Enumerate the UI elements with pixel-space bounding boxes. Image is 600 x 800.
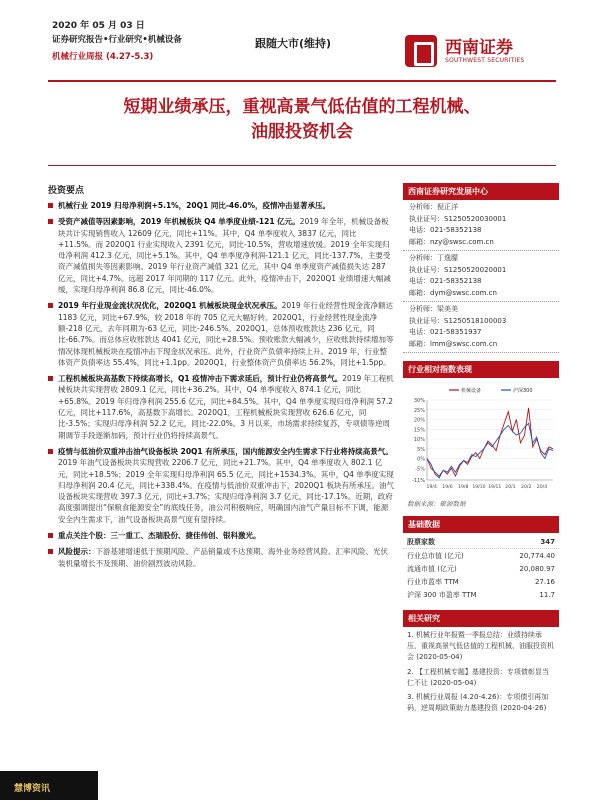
data-row xyxy=(403,589,559,602)
paragraph-lead: 2019 年行业现金流状况优化，2020Q1 机械板块现金状况承压。 xyxy=(58,301,282,311)
paragraph-body: 2019 年工程机械板块共实现营收 2809.1 亿元，同比+36.2%。其中，Q4 单季度收入 874.1 亿元，同比+65.8%。2019 年归母净利润 255.6 亿元，同比+84.5%。其中，Q4 单季度实现归母净利润 57.2 亿元，同比+117.6%，高基数下高增长。2020Q1，工程机械板块实现营收 626.6 亿元，同比-3.5%；实现归母净利润 52.2 亿元，同比-22.0%。3 月以来，市场需求持续复苏，专项债等逆周期调节手段逐渐加码，预计行业仍将持续高景气。 xyxy=(58,374,394,440)
analyst-name: 分析师：倪正洋 xyxy=(409,203,458,211)
rating: 跟随大市(维持) xyxy=(255,37,332,50)
paragraph-lead: 受资产减值等因素影响，2019 年机械板块 Q4 单季度业绩-121 亿元。 xyxy=(58,217,300,227)
paragraph-body: 2019 年油气设备板块共实现营收 2206.7 亿元，同比+21.7%。其中，Q4 单季度收入 802.1 亿元，同比+18.5%；2019 全年实现归母净利润 65.5 亿元，同比+1534.3%。其中，Q4 单季度实现归母净利润 20.4 亿元，同比+338.4%。在疫情与低油价双重冲击下，2020Q1 板块有所承压。油气设备板块实现营收 397.3 亿元，同比+3.7%；实现归母净利润 3.7 亿元，同比-17.1%。近期，政府高度强调提出“保粮食能源安全”的底线任务，油公司积极响应，明确国内油气产量目标不下调，能源安全内生需求下，油气设备板块高景气度有望持续。 xyxy=(58,458,394,524)
data-value: 27.16 xyxy=(534,578,555,587)
report-title xyxy=(52,95,552,145)
data-row xyxy=(403,549,559,563)
bullet-icon xyxy=(48,449,53,454)
analyst-card xyxy=(403,251,559,302)
paragraph-body: 2019 年全年，机械设备板块共计实现销售收入 12609 亿元，同比+11%。其中，Q4 单季度收入 3837 亿元，同比+11.5%。而 2020Q1 行业实现收入 2391 亿元，同比-10.5%，营收增速放缓。2019 全年实现归母净利润 412.3 亿元，同比+5.1%。其中，Q4 单季度净利润-121.1 亿元，同比-137.7%，主要受资产减值损失等因素影响。2019 年行业资产减值 321 亿元，其中 Q4 单季度资产减值损失达 287 亿元，同比+4.7%。远超 2017 年同期的 117 亿元。此外，疫情冲击下，2020Q1 业绩增速大幅减缓，实现归母净利润 86.8 亿元，同比-46.0%。 xyxy=(58,217,391,295)
investment-summary xyxy=(48,183,394,574)
analyst-phone: 电话：021-58352138 xyxy=(409,277,482,285)
analyst-email[interactable]: 邮箱：dym@swsc.com.cn xyxy=(409,288,497,297)
related-item[interactable]: 2. 【工程机械专题】基建投资：专项债彰显当仁不让 (2020-05-04) xyxy=(407,667,549,687)
analyst-license: 执业证号：S1250520020001 xyxy=(409,265,507,274)
analyst-email[interactable]: 邮箱：nzy@swsc.com.cn xyxy=(409,237,494,246)
analyst-phone: 电话：021-58352138 xyxy=(409,226,482,234)
sidebar xyxy=(403,183,559,720)
bullet-icon xyxy=(48,219,53,224)
y-tick-label: 0% xyxy=(417,456,425,463)
legend-label: 机械设备 xyxy=(461,388,482,394)
series-line-machinery xyxy=(427,408,553,476)
data-row xyxy=(403,535,559,549)
report-date: 2020 年 05 月 03 日 xyxy=(52,21,145,31)
summary-paragraph xyxy=(48,216,394,295)
paragraph-body: 下游基建增速低于预期风险、产品销量或不达预期、海外业务经营风险、汇率风险、光伏装机量增长不及预期、油价剧烈波动风险。 xyxy=(58,547,388,568)
x-tick-label: 19/6 xyxy=(442,485,453,490)
title-divider xyxy=(48,165,556,166)
analyst-header: 西南证券研究发展中心 xyxy=(403,183,559,200)
legend-label: 沪深300 xyxy=(513,388,533,394)
basic-data-table xyxy=(403,535,559,602)
x-tick-label: 20/4 xyxy=(536,485,548,490)
watermark: 慧博资讯 xyxy=(0,771,98,800)
paragraph-lead: 机械行业 2019 归母净利润+5.1%，20Q1 同比-46.0%，疫情冲击显著承压。 xyxy=(58,201,330,210)
analyst-phone: 电话：021-58351937 xyxy=(409,328,482,336)
data-value: 20,774.40 xyxy=(519,551,555,560)
summary-paragraph xyxy=(48,530,394,541)
y-tick-label: -5% xyxy=(415,466,425,473)
y-tick-label: 25% xyxy=(413,407,425,414)
brand-logo xyxy=(405,35,555,75)
basic-data xyxy=(403,516,559,602)
data-header: 基础数据 xyxy=(403,516,559,533)
bullet-icon xyxy=(48,303,53,308)
bullet-icon xyxy=(48,549,53,554)
related-item[interactable]: 3. 机械行业周报 (4.20-4.26)：专项债引再加码，逆周期政策助力基建投资 (2020-04-26) xyxy=(407,692,549,713)
summary-paragraph xyxy=(48,373,394,441)
y-tick-label: 30% xyxy=(413,398,425,404)
data-value: 11.7 xyxy=(539,591,555,600)
data-row xyxy=(403,576,559,589)
summary-paragraph xyxy=(48,300,394,368)
x-tick-label: 19/4 xyxy=(426,485,437,490)
related-header: 相关研究 xyxy=(403,610,559,627)
paragraph-lead: 疫情与低油价双重冲击油气设备板块 20Q1 有所承压，国内能源安全内生需求下行业将持续高景气。 xyxy=(58,446,393,456)
y-tick-label: 5% xyxy=(417,446,425,453)
x-tick-label: 19/10 xyxy=(472,485,486,490)
paragraph-body: 2019 年行业经营性现金流净额达 1183 亿元，同比+67.9%，较 2018 年的 705 亿元大幅好转。2020Q1，行业经营性现金流净额-218 亿元，去年同期为-63 亿元，同比-246.5%。2020Q1，总体预收账款达 236 亿元，同比-66.7%。而总体应收账款达 4041 亿元，同比+28.5%。预收账款大幅减少，应收账款持续增加等情况体现机械板块在疫情冲击下现金状况承压。此外，行业资产负债率持续上升。2019 年，行业整体资产负债率达 55.4%，同比+1.1pp。2020Q1，行业整体资产负债率达 56.2%，同比+1.5pp。 xyxy=(58,301,394,367)
summary-paragraph xyxy=(48,546,394,569)
paragraph-lead: 重点关注个股：三一重工、杰瑞股份、捷佳伟创、银科激光。 xyxy=(58,531,261,541)
bullet-icon xyxy=(48,533,53,538)
analyst-email[interactable]: 邮箱：lmm@swsc.com.cn xyxy=(409,339,498,348)
analyst-card xyxy=(403,302,559,353)
y-tick-label: -11% xyxy=(412,478,425,484)
chart-header: 行业相对指数表现 xyxy=(403,361,559,378)
x-tick-label: 19/11 xyxy=(488,485,502,490)
data-label: 股票家数 xyxy=(403,535,503,549)
y-tick-label: 10% xyxy=(413,437,425,444)
line-chart xyxy=(403,380,559,498)
analyst-license: 执业证号：S1250520030001 xyxy=(409,214,507,223)
related-research xyxy=(403,610,559,720)
weekly-label: 机械行业周报 (4.27-5.3) xyxy=(52,52,154,62)
data-value: 20,080.97 xyxy=(519,564,555,573)
report-type: 证券研究报告•行业研究•机械设备 xyxy=(52,35,182,45)
paragraph-lead: 风险提示： xyxy=(58,547,96,557)
y-tick-label: 15% xyxy=(413,427,425,434)
data-label: 沪深 300 市盈率 TTM xyxy=(407,591,477,600)
bullet-icon xyxy=(48,203,53,208)
logo-text-en: SOUTHWEST SECURITIES xyxy=(445,57,525,64)
x-tick-label: 19/8 xyxy=(458,485,469,490)
data-label: 行业市盈率 TTM xyxy=(407,578,459,587)
data-row xyxy=(403,562,559,575)
relative-index-chart xyxy=(403,361,559,508)
bullet-icon xyxy=(48,376,53,381)
summary-paragraph xyxy=(48,200,394,211)
title-line: 油服投资机会 xyxy=(251,122,353,142)
analyst-name: 分析师：丁逸朦 xyxy=(409,254,458,262)
related-item[interactable]: 1. 机械行业年报暨一季报总结：业绩持续承压，重视高景气低估值的工程机械、油服投资机会 (2020-05-04) xyxy=(407,630,554,662)
section-title: 投资要点 xyxy=(48,186,85,196)
chart-source: 数据来源：聚源数据 xyxy=(407,500,466,508)
series-line-csi300 xyxy=(427,423,553,478)
logo-mark-icon xyxy=(405,35,437,67)
data-label: 行业总市值 (亿元) xyxy=(407,551,464,560)
data-value: 347 xyxy=(503,535,559,549)
analyst-license: 执业证号：S1250518100003 xyxy=(409,316,507,325)
paragraph-lead: 工程机械板块高基数下持续高增长，Q1 疫情冲击下需求延后，预计行业仍将高景气。 xyxy=(58,374,343,384)
logo-text: 西南证券 xyxy=(445,38,513,58)
analyst-name: 分析师：梁美美 xyxy=(409,305,458,313)
title-line: 短期业绩承压，重视高景气低估值的工程机械、 xyxy=(123,97,481,117)
analyst-card xyxy=(403,200,559,251)
data-label: 流通市值 (亿元) xyxy=(407,564,457,573)
summary-paragraph xyxy=(48,446,394,525)
x-tick-label: 20/1 xyxy=(505,485,516,490)
header-divider xyxy=(48,80,556,82)
y-tick-label: 20% xyxy=(413,417,425,424)
x-tick-label: 20/2 xyxy=(521,485,532,490)
